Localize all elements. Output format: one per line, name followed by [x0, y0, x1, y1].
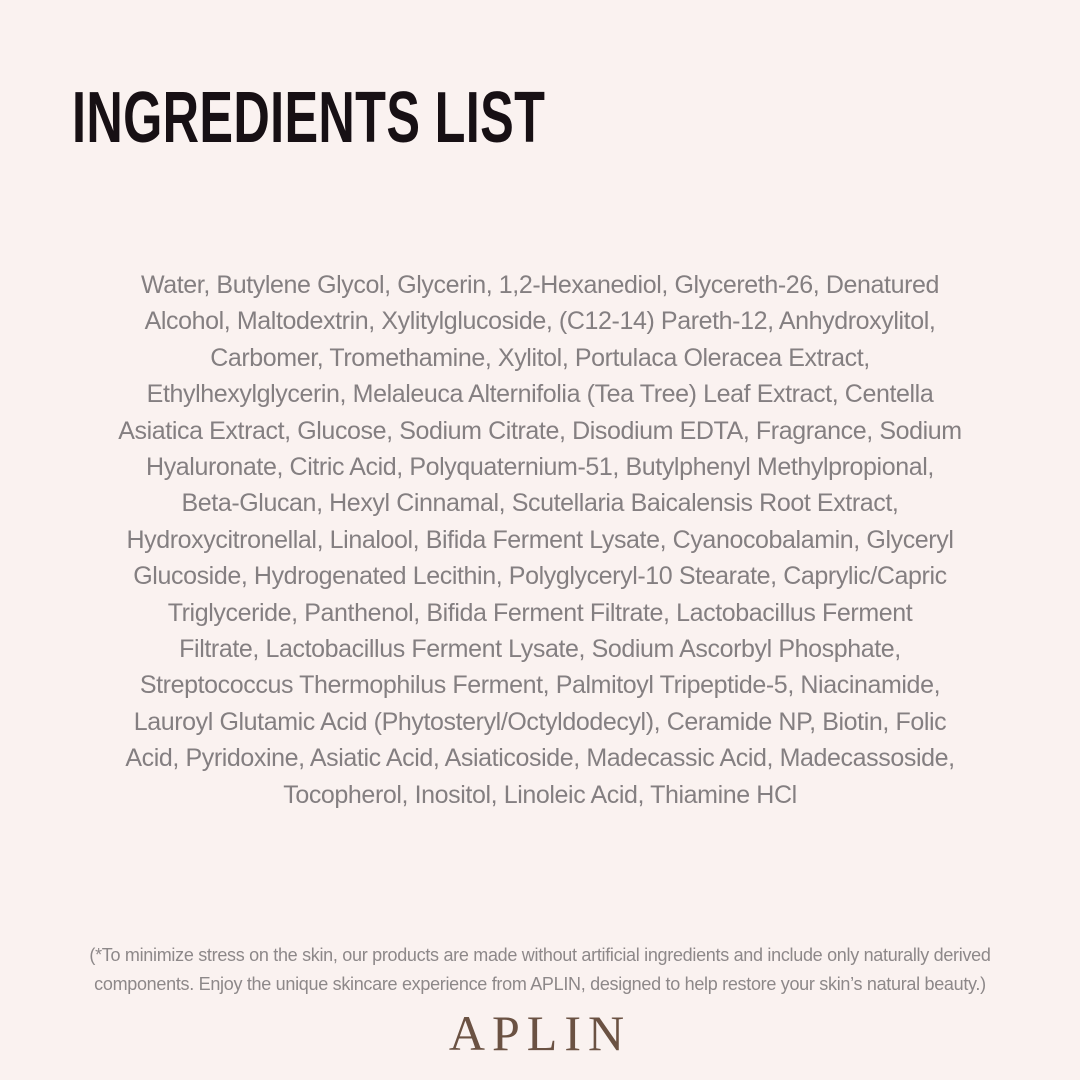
ingredients-line: Streptococcus Thermophilus Ferment, Palmitoyl Tripeptide-5, Niacinamide,	[139, 671, 941, 700]
ingredients-line: Hyaluronate, Citric Acid, Polyquaternium-51, Butylphenyl Methylpropional,	[146, 453, 934, 482]
ingredients-line: Beta-Glucan, Hexyl Cinnamal, Scutellaria Baicalensis Root Extract,	[181, 489, 899, 518]
ingredients-line: Acid, Pyridoxine, Asiatic Acid, Asiaticoside, Madecassic Acid, Madecassoside,	[125, 744, 955, 773]
ingredients-line: Ethylhexylglycerin, Melaleuca Alternifolia (Tea Tree) Leaf Extract, Centella	[146, 380, 934, 409]
ingredients-line: Carbomer, Tromethamine, Xylitol, Portulaca Oleracea Extract,	[210, 343, 870, 372]
ingredients-list	[0, 267, 1080, 813]
footnote-line: components. Enjoy the unique skincare experience from APLIN, designed to help restore your skin’s natural beauty.)	[94, 974, 986, 994]
footnote-line: (*To minimize stress on the skin, our products are made without artificial ingredients and include only naturally derived	[89, 945, 991, 965]
ingredients-line: Tocopherol, Inositol, Linoleic Acid, Thiamine HCl	[283, 780, 797, 809]
ingredients-line: Water, Butylene Glycol, Glycerin, 1,2-Hexanediol, Glycereth-26, Denatured	[140, 271, 940, 299]
ingredients-line: Hydroxycitronellal, Linalool, Bifida Ferment Lysate, Cyanocobalamin, Glyceryl	[126, 525, 954, 554]
ingredients-line: Lauroyl Glutamic Acid (Phytosteryl/Octyldodecyl), Ceramide NP, Biotin, Folic	[133, 707, 947, 736]
brand-logo: APLIN	[448, 1005, 632, 1061]
ingredients-line: Glucoside, Hydrogenated Lecithin, Polyglyceryl-10 Stearate, Caprylic/Capric	[133, 562, 947, 591]
page-title: INGREDIENTS LIST	[72, 78, 546, 158]
ingredients-line: Asiatica Extract, Glucose, Sodium Citrate, Disodium EDTA, Fragrance, Sodium	[118, 416, 962, 445]
ingredients-line: Alcohol, Maltodextrin, Xylitylglucoside, (C12-14) Pareth-12, Anhydroxylitol,	[144, 307, 936, 336]
ingredients-line: Triglyceride, Panthenol, Bifida Ferment Filtrate, Lactobacillus Ferment	[167, 598, 913, 627]
footnote	[0, 941, 1080, 999]
ingredients-line: Filtrate, Lactobacillus Ferment Lysate, Sodium Ascorbyl Phosphate,	[179, 635, 901, 664]
